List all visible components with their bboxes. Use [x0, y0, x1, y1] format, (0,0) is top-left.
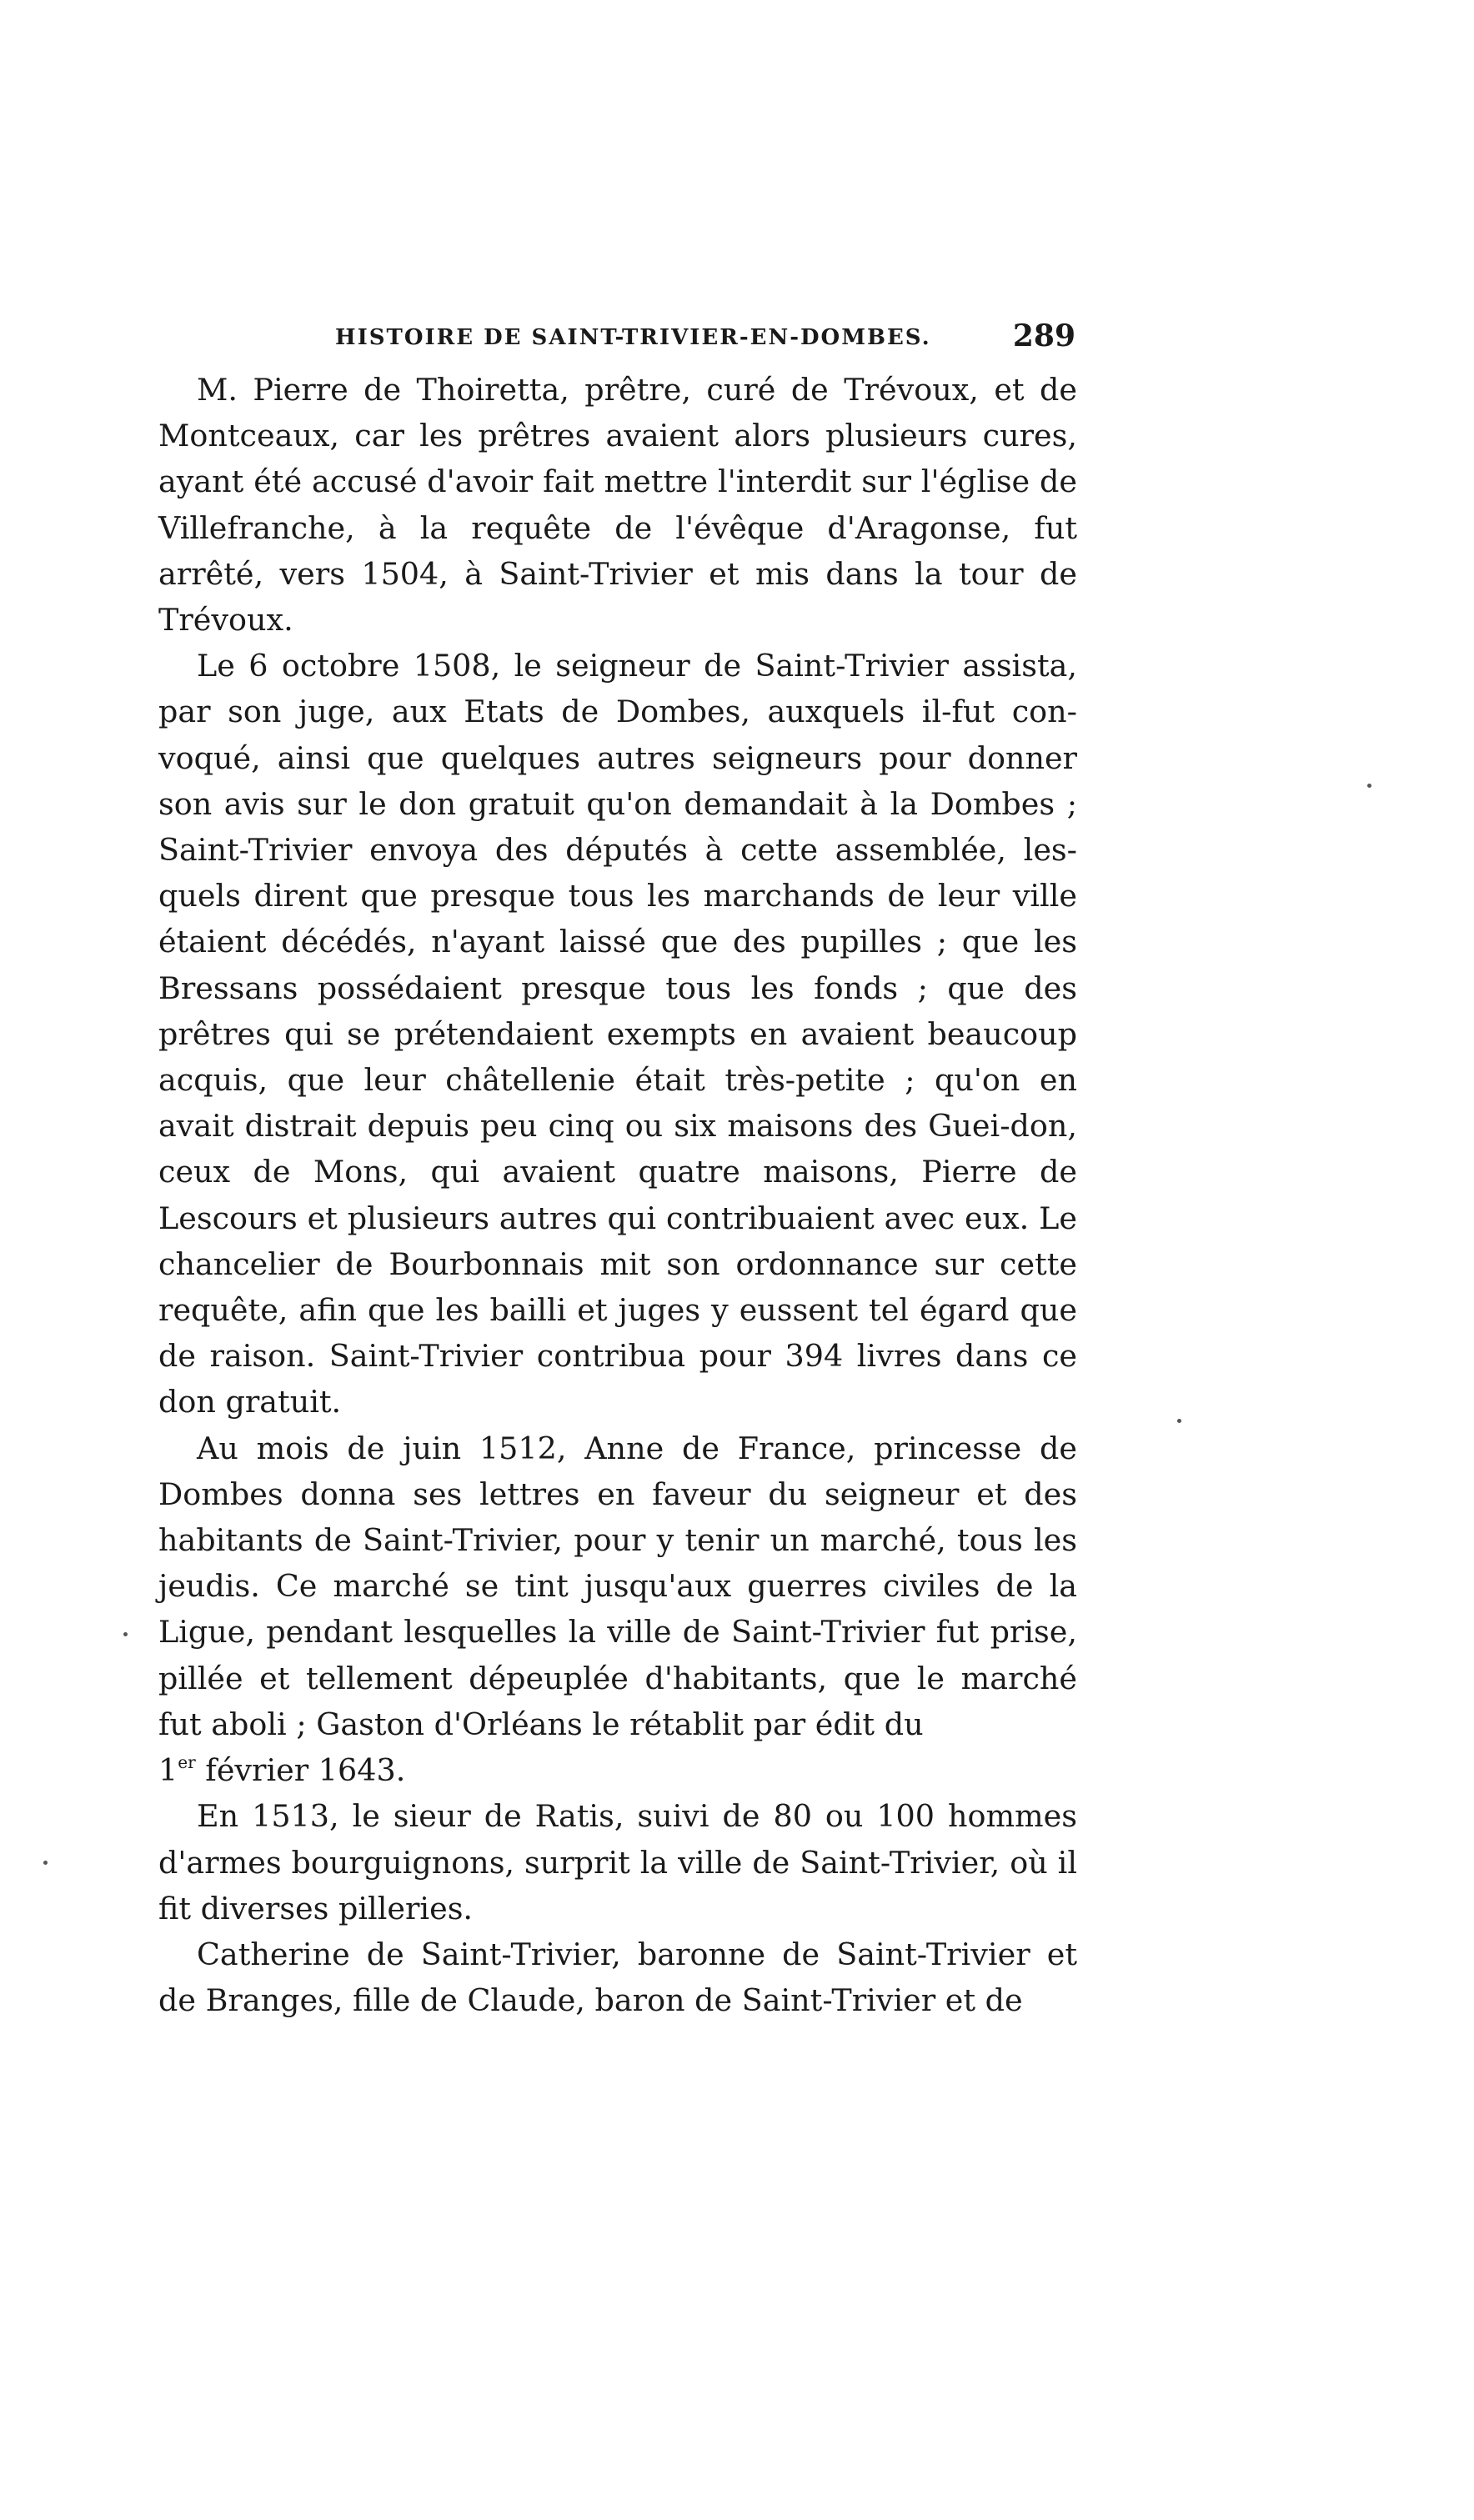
paper-speck — [123, 1632, 128, 1636]
running-head — [155, 318, 1075, 368]
paper-speck — [1177, 1419, 1181, 1423]
paper-speck — [43, 1861, 48, 1865]
paragraph-3 — [158, 1425, 1077, 1794]
paper-speck — [1367, 784, 1371, 788]
paragraph-1: M. Pierre de Thoiretta, prêtre, curé de Trévoux, et de Montceaux, car les prêtres avaient alors plusieurs cures, ayant été accusé d'avoir fait mettre l'interdit sur l'église de Villefranche, à la requête de l'évêque d'Aragonse, fut arrêté, vers 1504, à Saint-Trivier et mis dans la tour de Trévoux. — [158, 372, 1077, 639]
date-day: 1 — [158, 1752, 178, 1789]
paragraph-2: Le 6 octobre 1508, le seigneur de Saint-Trivier assista, par son juge, aux Etats de Dombes, auxquels il-fut con-voqué, ainsi que quelques autres seigneurs pour donner son avis sur le don gratuit qu'on demandait à la Dombes ; Saint-Trivier envoya des députés à cette assemblée, les-quels dirent que presque tous les marchands de leur ville étaient décédés, n'ayant laissé que des pupilles ; que les Bressans possédaient presque tous les fonds ; que des prêtres qui se prétendaient exempts en avaient beaucoup acquis, que leur châtellenie était très-petite ; qu'on en avait distrait depuis peu cinq ou six maisons des Guei-don, ceux de Mons, qui avaient quatre maisons, Pierre de Lescours et plusieurs autres qui contribuaient avec eux. Le chancelier de Bourbonnais mit son ordonnance sur cette requête, afin que les bailli et juges y eussent tel égard que de raison. Saint-Trivier contribua pour 394 livres dans ce don gratuit. — [158, 648, 1077, 1420]
paragraph-3-text: Au mois de juin 1512, Anne de France, princesse de Dombes donna ses lettres en faveur du seigneur et des habitants de Saint-Trivier, pour y tenir un marché, tous les jeudis. Ce marché se tint jusqu'aux guerres civiles de la Ligue, pendant lesquelles la ville de Saint-Trivier fut prise, pillée et tellement dépeuplée d'habitants, que le marché fut aboli ; Gaston d'Orléans le rétablit par édit du — [158, 1430, 1077, 1742]
date-rest: février 1643. — [195, 1752, 406, 1789]
body-text — [158, 367, 1077, 2023]
running-title: HISTOIRE DE SAINT-TRIVIER-EN-DOMBES. — [335, 325, 931, 350]
page-number: 289 — [1012, 318, 1075, 353]
paragraph-4: En 1513, le sieur de Ratis, suivi de 80 ou 100 hommes d'armes bourguignons, surprit la ville de Saint-Trivier, où il fit diverses pilleries. — [158, 1798, 1077, 1926]
date-ordinal: er — [178, 1752, 196, 1773]
paragraph-5: Catherine de Saint-Trivier, baronne de Saint-Trivier et de Branges, fille de Claude, baron de Saint-Trivier et de — [158, 1936, 1077, 2019]
